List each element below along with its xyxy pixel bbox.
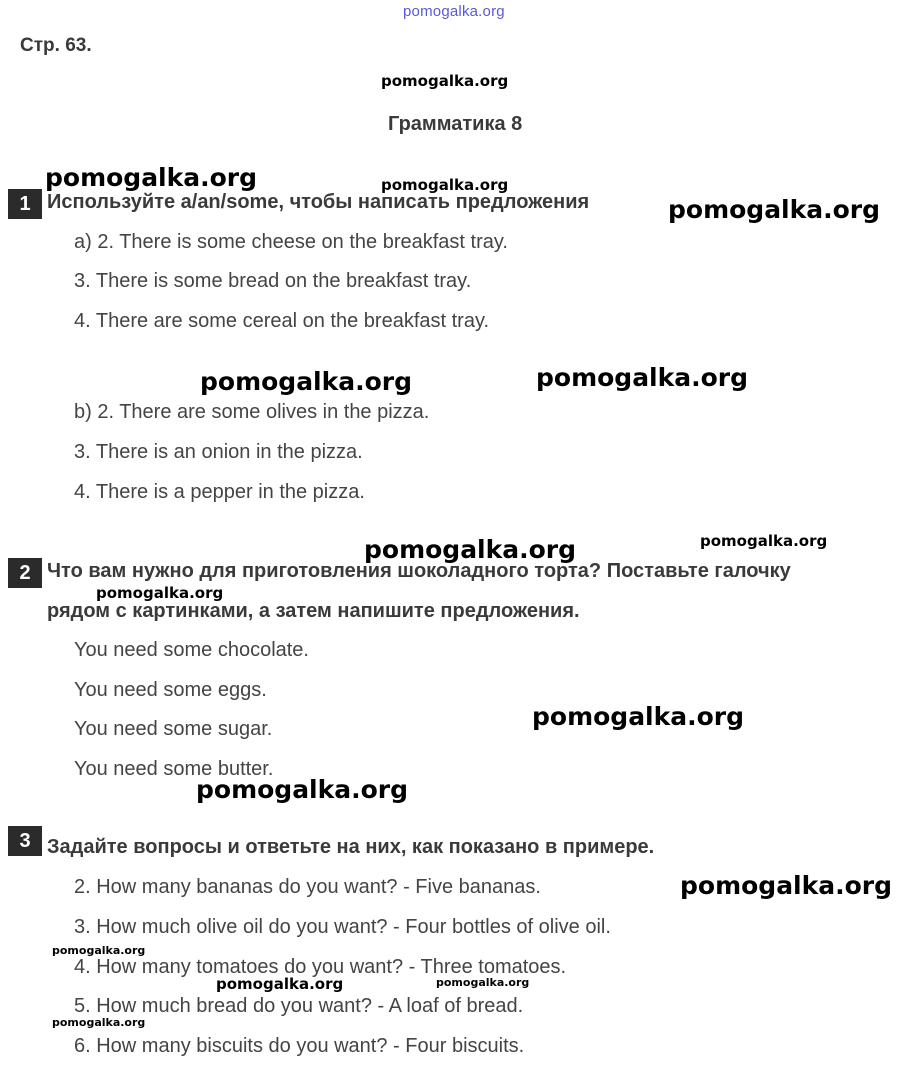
page-reference: Стр. 63. [20,35,92,56]
watermark: pomogalka.org [196,775,409,804]
watermark: pomogalka.org [52,1016,146,1029]
watermark: pomogalka.org [532,702,745,731]
watermark: pomogalka.org [700,532,828,550]
answer-line: You need some butter. [74,758,274,780]
watermark: pomogalka.org [200,367,413,396]
watermark: pomogalka.org [364,535,577,564]
watermark: pomogalka.org [680,871,893,900]
watermark: pomogalka.org [216,975,344,993]
answer-line: 5. How much bread do you want? - A loaf of bread. [74,995,524,1017]
task-instruction: Используйте a/an/some, чтобы написать предложения [47,191,590,213]
watermark: pomogalka.org [381,72,509,90]
answer-line: You need some eggs. [74,679,267,701]
page-title: Грамматика 8 [388,113,523,135]
task-instruction: Что вам нужно для приготовления шоколадного торта? Поставьте галочку [47,560,791,582]
watermark: pomogalka.org [45,163,258,192]
answer-line: 4. There are some cereal on the breakfast tray. [74,310,490,332]
answer-line: 3. There is an onion in the pizza. [74,441,363,463]
answer-line: 3. There is some bread on the breakfast tray. [74,270,472,292]
watermark: pomogalka.org [436,976,530,989]
task-number-badge: 3 [8,826,42,856]
answer-line: b) 2. There are some olives in the pizza. [74,401,430,423]
answer-line: You need some chocolate. [74,639,309,661]
answer-line: 2. How many bananas do you want? - Five bananas. [74,876,541,898]
watermark: pomogalka.org [668,195,881,224]
watermark: pomogalka.org [536,363,749,392]
watermark: pomogalka.org [96,584,224,602]
answer-line: 6. How many biscuits do you want? - Four biscuits. [74,1035,525,1057]
watermark: pomogalka.org [381,176,509,194]
watermark: pomogalka.org [52,944,146,957]
task-instruction: Задайте вопросы и ответьте на них, как показано в примере. [47,836,655,858]
answer-line: You need some sugar. [74,718,273,740]
answer-line: 4. There is a pepper in the pizza. [74,481,365,503]
task-instruction: рядом с картинками, а затем напишите предложения. [47,600,580,622]
answer-line: 3. How much olive oil do you want? - Four bottles of olive oil. [74,916,611,938]
watermark-top: pomogalka.org [403,3,505,20]
answer-line: 4. How many tomatoes do you want? - Three tomatoes. [74,956,567,978]
task-number-badge: 2 [8,558,42,588]
answer-line: a) 2. There is some cheese on the breakfast tray. [74,231,508,253]
task-number-badge: 1 [8,189,42,219]
